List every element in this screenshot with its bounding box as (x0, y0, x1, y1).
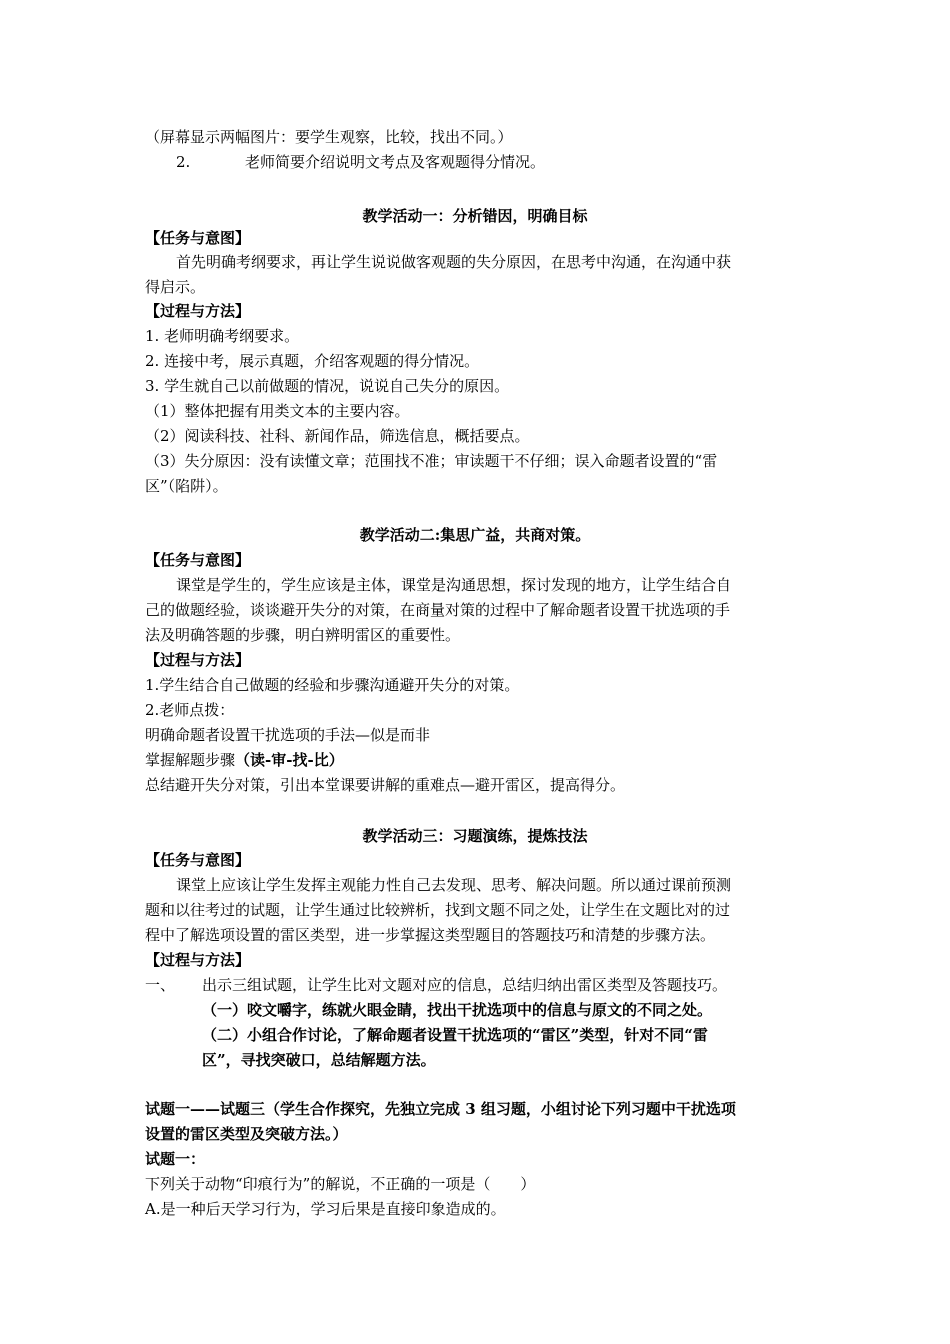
activity-3-step-number: 一、 (145, 976, 176, 994)
activity-2-item-4 (145, 750, 344, 772)
activity-2-item-4-prefix: 掌握解题步骤 (145, 751, 236, 769)
intro-number-2: 2. (176, 153, 191, 171)
activity-3-title: 教学活动三：习题演练，提炼技法 (362, 827, 588, 845)
activity-1-item: 区”（陷阱）。 (145, 477, 228, 495)
activity-2-task-line-3: 法及明确答题的步骤，明白辨明雷区的重要性。 (145, 626, 461, 644)
activity-2-item-1: 1.学生结合自己做题的经验和步骤沟通避开失分的对策。 (145, 676, 520, 694)
activity-3-task-heading: 【任务与意图】 (145, 851, 251, 869)
activity-2-item-5: 总结避开失分对策，引出本堂课要讲解的重难点—避开雷区，提高得分。 (145, 776, 626, 794)
activity-3-task-line-1: 课堂上应该让学生发挥主观能力性自己去发现、思考、解决问题。所以通过课前预测 (176, 876, 732, 894)
activity-1-item: 1. 老师明确考纲要求。 (145, 327, 300, 345)
activity-2-task-heading: 【任务与意图】 (145, 551, 251, 569)
exercise-1-question: 下列关于动物“印痕行为”的解说，不正确的一项是（ ） (145, 1175, 536, 1193)
activity-2-item-3: 明确命题者设置干扰选项的手法—似是而非 (145, 726, 431, 744)
activity-1-task-line-1: 首先明确考纲要求，再让学生说说做客观题的失分原因，在思考中沟通，在沟通中获 (176, 253, 732, 271)
activity-2-title: 教学活动二:集思广益，共商对策。 (359, 526, 591, 544)
activity-2-task-line-1: 课堂是学生的，学生应该是主体，课堂是沟通思想，探讨发现的地方，让学生结合自 (176, 576, 732, 594)
activity-1-item: （2）阅读科技、社科、新闻作品，筛选信息，概括要点。 (145, 427, 530, 445)
activity-3-step-text: 出示三组试题，让学生比对文题对应的信息，总结归纳出雷区类型及答题技巧。 (202, 976, 728, 994)
activity-2-process-heading: 【过程与方法】 (145, 651, 251, 669)
exercises-heading-line-1: 试题一——试题三（学生合作探究，先独立完成 3 组习题，小组讨论下列习题中干扰选项 (145, 1100, 736, 1118)
activity-3-sub-2-line-1: （二）小组合作讨论，了解命题者设置干扰选项的“雷区”类型，针对不同“雷 (202, 1026, 708, 1044)
activity-1-item: （1）整体把握有用类文本的主要内容。 (145, 402, 410, 420)
intro-line-2: 老师简要介绍说明文考点及客观题得分情况。 (245, 153, 546, 171)
activity-3-task-line-3: 程中了解选项设置的雷区类型，进一步掌握这类型题目的答题技巧和清楚的步骤方法。 (145, 926, 716, 944)
activity-3-process-heading: 【过程与方法】 (145, 951, 251, 969)
activity-3-task-line-2: 题和以往考过的试题，让学生通过比较辨析，找到文题不同之处，让学生在文题比对的过 (145, 901, 731, 919)
activity-1-task-heading: 【任务与意图】 (145, 229, 251, 247)
activity-1-process-heading: 【过程与方法】 (145, 302, 251, 320)
exercise-1-label: 试题一： (145, 1150, 206, 1168)
activity-1-item: 3. 学生就自己以前做题的情况，说说自己失分的原因。 (145, 377, 510, 395)
activity-1-task-line-2: 得启示。 (145, 278, 206, 296)
exercise-1-option-a: A.是一种后天学习行为，学习后果是直接印象造成的。 (145, 1200, 506, 1218)
activity-3-sub-1: （一）咬文嚼字，练就火眼金睛，找出干扰选项中的信息与原文的不同之处。 (202, 1001, 713, 1019)
exercises-heading-line-2: 设置的雷区类型及突破方法。） (145, 1125, 348, 1143)
activity-1-title: 教学活动一：分析错因，明确目标 (362, 207, 588, 225)
activity-3-sub-2-line-2: 区”，寻找突破口，总结解题方法。 (202, 1051, 436, 1069)
activity-2-item-4-steps: （读-审-找-比） (235, 751, 344, 769)
activity-1-item: （3）失分原因：没有读懂文章；范围找不准；审读题干不仔细；误入命题者设置的“雷 (145, 452, 718, 470)
activity-1-item: 2. 连接中考，展示真题，介绍客观题的得分情况。 (145, 352, 480, 370)
activity-2-task-line-2: 己的做题经验，谈谈避开失分的对策，在商量对策的过程中了解命题者设置干扰选项的手 (145, 601, 731, 619)
activity-2-item-2: 2.老师点拨： (145, 701, 235, 719)
intro-line-1: （屏幕显示两幅图片：要学生观察，比较，找出不同。） (145, 128, 513, 146)
